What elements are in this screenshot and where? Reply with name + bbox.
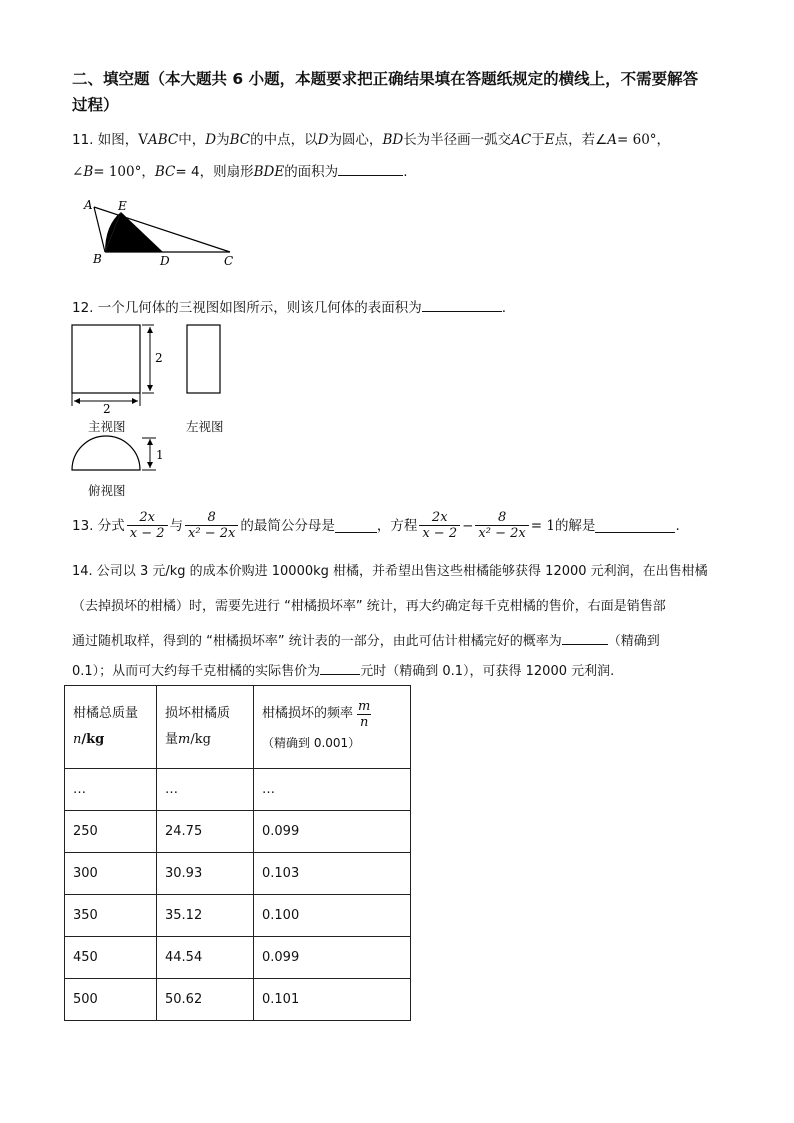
q11-text: 点，若∠: [554, 132, 608, 148]
table-cell: 250: [65, 811, 157, 853]
header-text: （精确到 0.001）: [262, 735, 361, 750]
angle-symbol: ∠: [72, 164, 84, 180]
label-e: E: [118, 199, 127, 213]
q12-line: [72, 297, 506, 318]
arrow-head: [147, 385, 153, 391]
q11-text: 为圆心，: [328, 132, 383, 148]
left-view: [187, 325, 220, 393]
fraction: [185, 510, 238, 541]
q11-line1: [72, 130, 670, 150]
table-row: [65, 979, 411, 1021]
three-views-figure: [64, 318, 244, 503]
front-view-label: 主视图: [88, 419, 126, 434]
q11-text: 于: [531, 132, 545, 148]
q11-text: 的面积为: [284, 164, 339, 180]
label-d: D: [160, 254, 170, 268]
label-b: B: [93, 252, 102, 266]
q11-var: B: [83, 164, 94, 180]
arrow-head: [147, 327, 153, 333]
header-unit: /kg: [81, 732, 105, 747]
q11-var: BDE: [253, 164, 285, 180]
fraction-den: x² − 2x: [475, 525, 528, 541]
fraction-num: 2x: [139, 510, 155, 525]
q11-var: A: [607, 132, 617, 148]
answer-blank[interactable]: [335, 518, 377, 533]
top-view-label: 俯视图: [88, 483, 126, 498]
table-cell: …: [157, 769, 254, 811]
q14-line2: （去掉损坏的柑橘）时，需要先进行 “柑橘损坏率” 统计，再大约确定每千克柑橘的售价，右面是销售部: [72, 599, 666, 614]
q11-text: .: [403, 164, 408, 180]
header-var: m: [178, 732, 191, 747]
header-cell: [157, 686, 254, 769]
table-cell: 350: [65, 895, 157, 937]
q11-text: 长为半径画一弧交: [403, 132, 512, 148]
fraction: [475, 510, 528, 541]
header-unit: /kg: [190, 732, 211, 747]
table-header-row: [65, 686, 411, 769]
fraction-den: x² − 2x: [185, 525, 238, 541]
left-view-label: 左视图: [186, 419, 224, 434]
q12-text: .: [501, 300, 507, 316]
section-heading-line1: 二、填空题（本大题共 6 小题，本题要求把正确结果填在答题纸规定的横线上，不需要解答: [72, 70, 699, 88]
front-view: [72, 325, 140, 393]
table-cell: 0.099: [254, 937, 411, 979]
table-cell: 50.62: [157, 979, 254, 1021]
q14-line3: [72, 630, 660, 652]
q13-text: 13. 分式: [72, 517, 125, 534]
table-row: [65, 811, 411, 853]
q13-line: [72, 510, 680, 541]
q11-var: ABC: [148, 132, 179, 148]
q13-text: .: [675, 517, 680, 534]
fraction: [355, 699, 373, 730]
arrow-head: [132, 398, 138, 404]
q13-text: 的最简公分母是: [240, 517, 335, 534]
table-cell: 24.75: [157, 811, 254, 853]
q11-var: AC: [511, 132, 532, 148]
table-cell: 500: [65, 979, 157, 1021]
q13-text: −: [462, 517, 474, 534]
table-cell: 30.93: [157, 853, 254, 895]
q13-text: 的解是: [554, 517, 596, 534]
q11-text: = 4，则扇形: [175, 164, 254, 180]
arrow-head: [147, 462, 153, 468]
damage-rate-table: [64, 685, 411, 1021]
q14-text: （精确到: [607, 634, 660, 649]
q14-line1: 14. 公司以 3 元/kg 的成本价购进 10000kg 柑橘，并希望出售这些柑橘能够获得 12000 元利润，在出售柑橘: [72, 564, 708, 579]
q11-text: 的中点，以: [250, 132, 318, 148]
side-ab: [94, 207, 105, 252]
q13-text: 与: [169, 517, 184, 534]
fraction: [127, 510, 168, 541]
q13-text: ，方程: [376, 517, 418, 534]
q11-text: 中，: [178, 132, 206, 148]
fraction: [419, 510, 460, 541]
table-cell: …: [254, 769, 411, 811]
triangle-symbol: V: [138, 132, 149, 148]
header-text: 损坏柑橘质: [165, 706, 231, 721]
table-cell: 300: [65, 853, 157, 895]
table-cell: 0.099: [254, 811, 411, 853]
q11-line2: [72, 161, 407, 182]
table-cell: 35.12: [157, 895, 254, 937]
q14-text: 0.1）；从而可大约每千克柑橘的实际售价为: [72, 664, 321, 679]
table-cell: 0.101: [254, 979, 411, 1021]
label-a: A: [84, 198, 93, 212]
answer-blank[interactable]: [320, 660, 360, 675]
table-cell: …: [65, 769, 157, 811]
answer-blank[interactable]: [595, 518, 675, 533]
table-cell: 450: [65, 937, 157, 979]
q11-text: 为: [216, 132, 230, 148]
q11-var: BD: [382, 132, 404, 148]
answer-blank[interactable]: [562, 630, 608, 645]
table-cell: 0.100: [254, 895, 411, 937]
q11-text: = 60°，: [617, 132, 671, 148]
fraction-num: m: [358, 698, 371, 714]
fraction-num: 2x: [431, 510, 448, 525]
arrow-head: [147, 439, 153, 445]
table-cell: 0.103: [254, 853, 411, 895]
table-row: [65, 937, 411, 979]
table-row: [65, 853, 411, 895]
header-var: n: [73, 732, 82, 747]
fraction-den: x − 2: [419, 525, 460, 541]
q12-text: 12. 一个几何体的三视图如图所示，则该几何体的表面积为: [72, 300, 422, 316]
q11-text: = 100°，: [93, 164, 155, 180]
triangle-figure: [78, 195, 248, 270]
table-cell: 44.54: [157, 937, 254, 979]
section-heading: [72, 66, 722, 118]
answer-blank[interactable]: [338, 161, 403, 176]
q14-text: 元时（精确到 0.1），可获得 12000 元利润.: [360, 664, 615, 679]
q11-var: D: [317, 132, 329, 148]
arrow-head: [74, 398, 80, 404]
fraction-den: n: [357, 714, 371, 730]
q13-text: = 1: [530, 517, 555, 534]
top-view: [72, 436, 140, 470]
width-label: 2: [103, 402, 111, 416]
top-dim-label: 1: [156, 448, 164, 462]
section-heading-line2: 过程）: [72, 96, 119, 114]
sector-bde: [105, 212, 163, 252]
table-row: [65, 895, 411, 937]
answer-blank[interactable]: [422, 297, 502, 312]
q11-var: BC: [154, 164, 176, 180]
header-cell: [65, 686, 157, 769]
header-text: 量: [165, 732, 179, 747]
q11-var: D: [205, 132, 217, 148]
q14-text: 通过随机取样，得到的 “柑橘损坏率” 统计表的一部分，由此可估计柑橘完好的概率为: [72, 634, 562, 649]
fraction-num: 8: [497, 510, 507, 525]
fraction-den: x − 2: [127, 525, 168, 541]
height-label: 2: [155, 351, 163, 365]
q11-var: E: [544, 132, 555, 148]
header-text: 柑橘损坏的频率: [262, 706, 354, 721]
q11-var: BC: [229, 132, 251, 148]
q11-text: 11. 如图，: [72, 132, 139, 148]
q14-line4: [72, 660, 614, 682]
table-row: [65, 769, 411, 811]
header-cell: [254, 686, 411, 769]
label-c: C: [224, 254, 234, 268]
header-text: 柑橘总质量: [73, 706, 139, 721]
fraction-num: 8: [207, 510, 216, 525]
